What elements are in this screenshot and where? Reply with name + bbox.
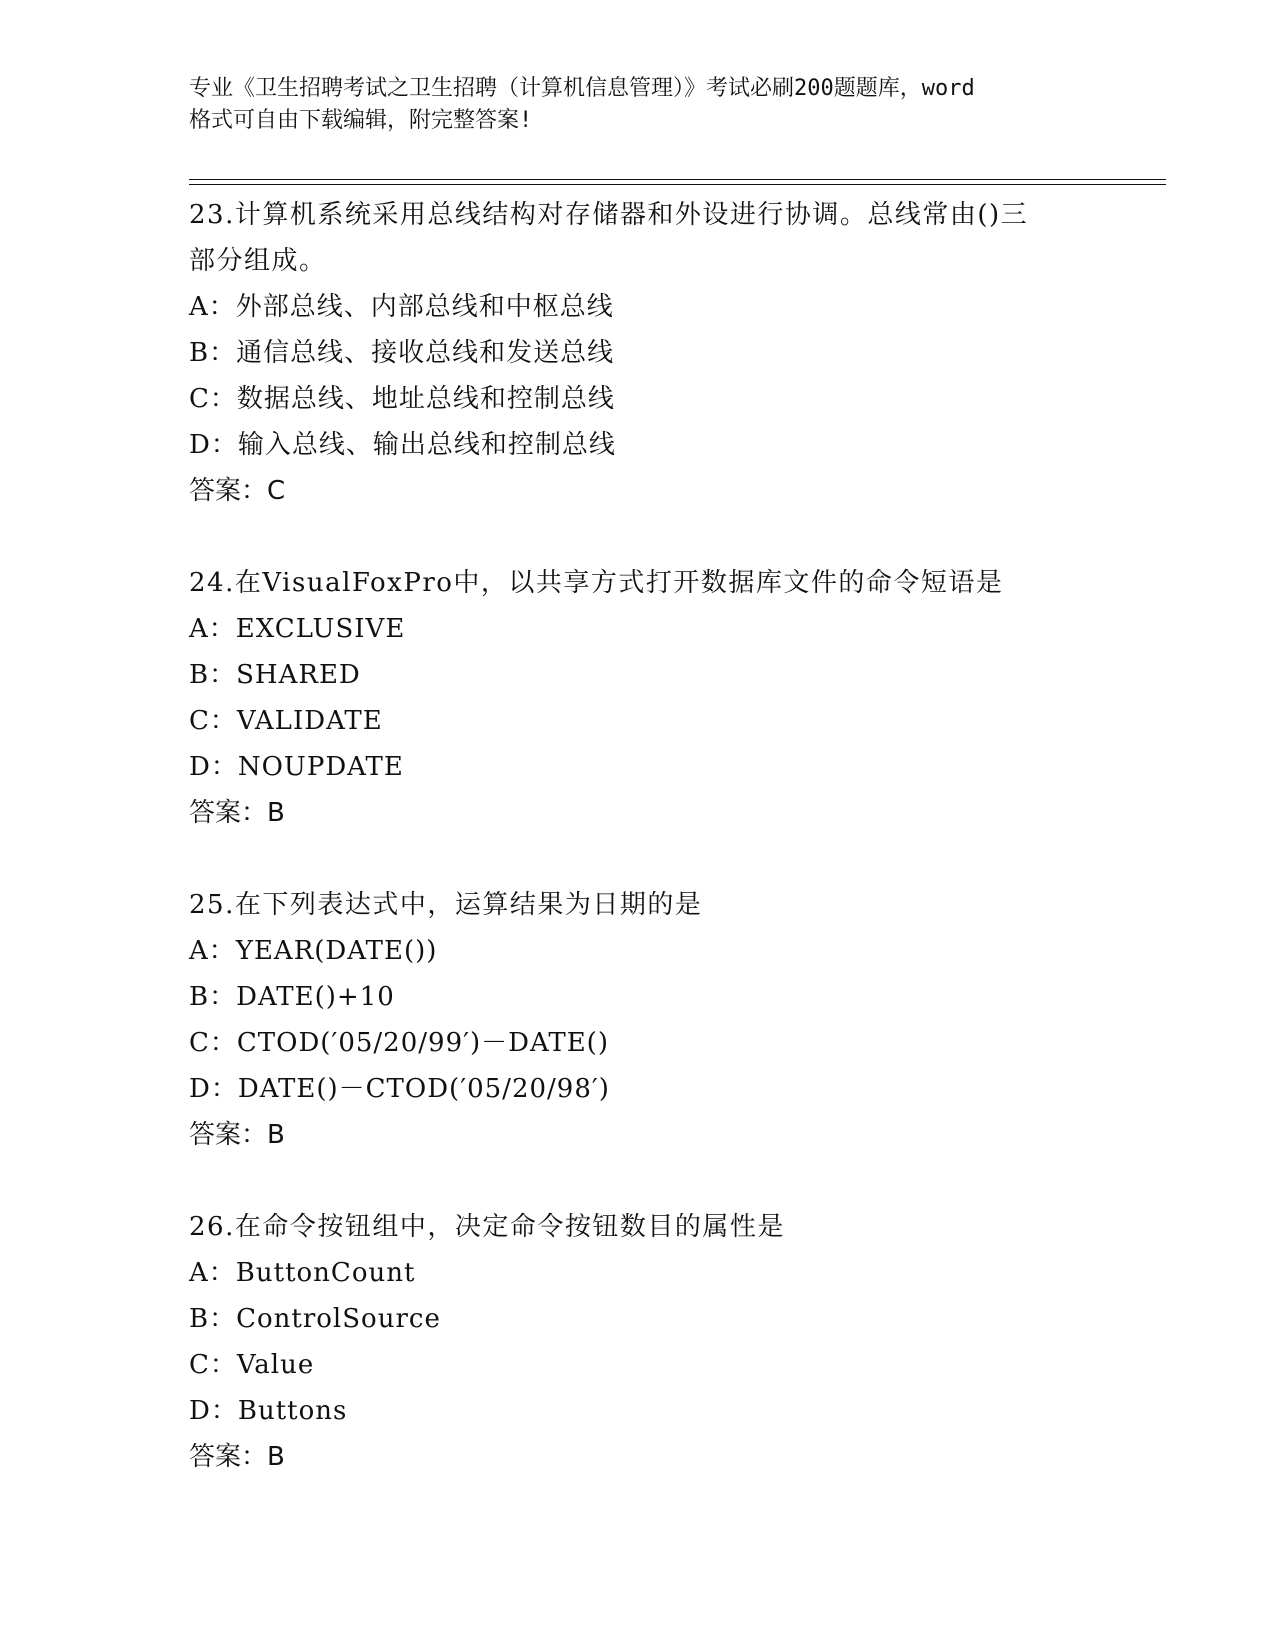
question-spacer xyxy=(189,1158,1149,1204)
option-d: D：NOUPDATE xyxy=(189,752,404,782)
option-c: C：Value xyxy=(189,1350,315,1380)
option-c: C：数据总线、地址总线和控制总线 xyxy=(189,384,615,414)
header-line-2: 格式可自由下载编辑，附完整答案! xyxy=(189,108,533,133)
header-divider-bottom xyxy=(189,184,1166,185)
question-24 xyxy=(189,560,1149,836)
option-b: B：ControlSource xyxy=(189,1304,441,1334)
answer-line: 答案：B xyxy=(189,1120,285,1150)
option-d: D：DATE()－CTOD(′05/20/98′) xyxy=(189,1074,610,1104)
question-stem: 24.在VisualFoxPro中，以共享方式打开数据库文件的命令短语是 xyxy=(189,568,1004,598)
option-b: B：SHARED xyxy=(189,660,361,690)
question-stem: 26.在命令按钮组中，决定命令按钮数目的属性是 xyxy=(189,1212,785,1242)
question-23 xyxy=(189,192,1149,514)
answer-line: 答案：B xyxy=(189,1442,285,1472)
option-d: D：Buttons xyxy=(189,1396,348,1426)
header-line-1: 专业《卫生招聘考试之卫生招聘（计算机信息管理）》考试必刷200题题库，word xyxy=(189,76,975,101)
question-stem-continued: 部分组成。 xyxy=(189,246,327,276)
question-stem: 23.计算机系统采用总线结构对存储器和外设进行协调。总线常由()三 xyxy=(189,200,1029,230)
question-list xyxy=(189,192,1149,1480)
answer-line: 答案：B xyxy=(189,798,285,828)
option-a: A：YEAR(DATE()) xyxy=(189,936,438,966)
document-header xyxy=(189,73,1129,137)
option-a: A：EXCLUSIVE xyxy=(189,614,406,644)
question-spacer xyxy=(189,836,1149,882)
option-a: A：外部总线、内部总线和中枢总线 xyxy=(189,292,614,322)
question-25 xyxy=(189,882,1149,1158)
question-spacer xyxy=(189,514,1149,560)
answer-line: 答案：C xyxy=(189,476,286,506)
option-b: B：DATE()+10 xyxy=(189,982,395,1012)
question-stem: 25.在下列表达式中，运算结果为日期的是 xyxy=(189,890,703,920)
header-divider-top xyxy=(189,179,1166,180)
option-a: A：ButtonCount xyxy=(189,1258,416,1288)
question-26 xyxy=(189,1204,1149,1480)
option-c: C：VALIDATE xyxy=(189,706,383,736)
option-b: B：通信总线、接收总线和发送总线 xyxy=(189,338,615,368)
option-d: D：输入总线、输出总线和控制总线 xyxy=(189,430,616,460)
option-c: C：CTOD(′05/20/99′)－DATE() xyxy=(189,1028,609,1058)
